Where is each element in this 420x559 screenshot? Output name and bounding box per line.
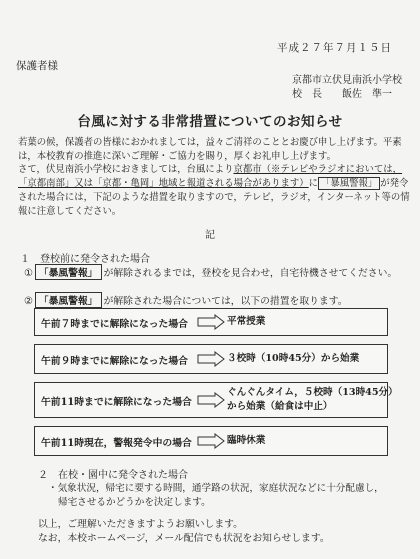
intro-paragraph-1 (18, 136, 410, 164)
broadcast-note: （※テレビやラジオにおいては，「京都南部」又は「京都・亀岡」地域と報道される場合があります） (18, 164, 403, 189)
closing-line-1: 以上，ご理解いただきますようお願いします。 (38, 519, 243, 530)
case-2-warning-box: 「暴風警報」 (35, 292, 102, 308)
intro-text-c: が発令された場合には，下記のような措置を取りますので，テレビ，ラジオ，インターネット等の情報に注意してください。 (18, 178, 410, 217)
case-2-text: が解除された場合については，以下の措置を取ります。 (103, 296, 348, 307)
case-2 (24, 292, 348, 308)
schedule-action: 臨時休業 (227, 435, 266, 446)
ki-heading: 記 (205, 230, 215, 241)
case-1-warning-box: 「暴風警報」 (35, 264, 102, 280)
intro-text-a: さて，伏見南浜小学校におきましては，台風により (18, 164, 234, 175)
schedule-condition: 午前11時までに解除になった場合 (41, 397, 192, 408)
warning-box: 「暴風警報」 (318, 177, 380, 190)
schedule-action: 平常授業 (227, 316, 266, 327)
right-arrow-icon (197, 351, 225, 367)
school-name: 京都市立伏見南浜小学校 (292, 75, 402, 86)
schedule-table (34, 308, 398, 456)
schedule-condition: 午前７時までに解除になった場合 (41, 319, 188, 330)
schedule-condition: 午前９時までに解除になった場合 (41, 356, 188, 367)
document-date: 平成２７年７月１５日 (277, 42, 392, 54)
recipient: 保護者様 (16, 60, 58, 72)
closing-line-2: なお，本校ホームページ，メール配信でも状況をお知らせします。 (38, 533, 330, 544)
right-arrow-icon (197, 433, 225, 449)
right-arrow-icon (197, 392, 225, 408)
section-2-bullet: ・気象状況，帰宅に要する時間，通学路の状況，家庭状況などに十分配慮し， (48, 483, 384, 494)
case-1-number: ① (24, 268, 33, 279)
schedule-action: ３校時（10時45分）から始業 (227, 353, 360, 364)
principal-name: 校 長 飯佐 準一 (292, 89, 392, 100)
section-1-heading: １ 登校前に発令された場合 (20, 254, 150, 265)
intro-text-b: に (308, 178, 319, 189)
case-2-number: ② (24, 296, 33, 307)
intro-paragraph-2 (18, 163, 410, 219)
section-2-heading: ２ 在校・園中に発令された場合 (38, 470, 188, 481)
schedule-action-cont: から始業（給食は中止） (227, 401, 333, 412)
city-underlined: 京都市 (233, 164, 262, 175)
section-2-bullet-cont: 帰宅させるかどうかを決定します。 (58, 497, 211, 508)
case-1-text: が解除されるまでは，登校を見合わせ，自宅待機させてください。 (103, 268, 398, 279)
schedule-row (34, 344, 388, 374)
schedule-row (34, 382, 398, 418)
page-title: 台風に対する非常措置についてのお知らせ (77, 114, 343, 130)
schedule-action: ぐんぐんタイム，５校時（13時45分） (227, 387, 398, 398)
schedule-row (34, 426, 388, 456)
right-arrow-icon (197, 314, 225, 330)
schedule-condition: 午前11時現在，警報発令中の場合 (41, 438, 192, 449)
intro-text: 若葉の候，保護者の皆様におかれましては，益々ご清祥のこととお慶び申し上げます。平素は，本校教育の推進に深いご理解・ご協力を賜り，厚くお礼申し上げます。 (18, 137, 402, 162)
case-1 (24, 264, 397, 280)
schedule-row (34, 308, 388, 336)
